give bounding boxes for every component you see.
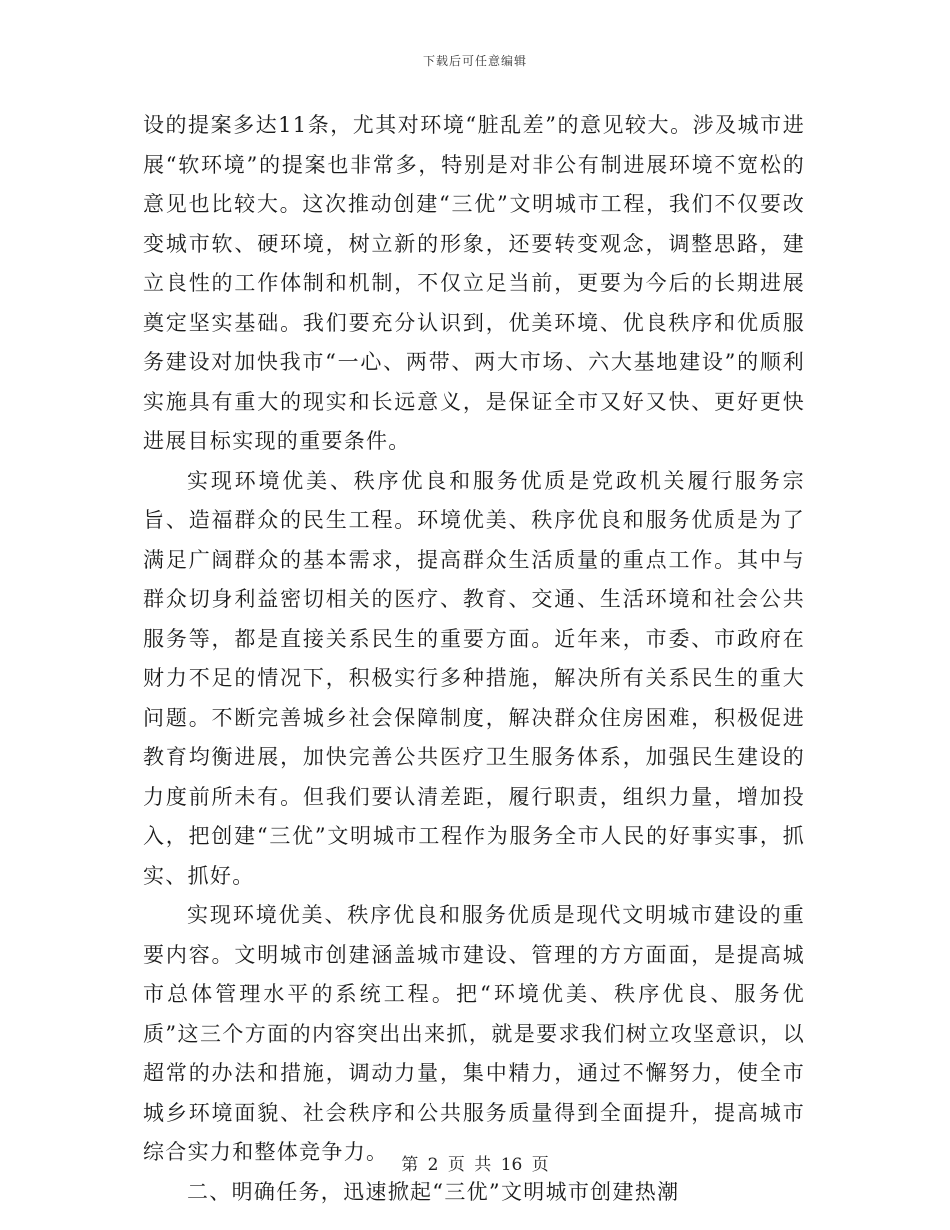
paragraph-continuation: 设的提案多达11条，尤其对环境“脏乱差”的意见较大。涉及城市进展“软环境”的提案也非常多，特别是对非公有制进展环境不宽松的意见也比较大。这次推动创建“三优”文明城市工程，我们不仅要改变城市软、硬环境，树立新的形象，还要转变观念，调整思路，建立良性的工作体制和机制，不仅立足当前，更要为今后的长期进展奠定坚实基础。我们要充分认识到，优美环境、优良秩序和优质服务建设对加快我市“一心、两带、两大市场、六大基地建设”的顺利实施具有重大的现实和长远意义，是保证全市又好又快、更好更快进展目标实现的重要条件。 — [143, 113, 805, 453]
page-header-note: 下载后可任意编辑 — [422, 54, 527, 68]
paragraph-civilization: 实现环境优美、秩序优良和服务优质是现代文明城市建设的重要内容。文明城市创建涵盖城市建设、管理的方方面面，是提高城市总体管理水平的系统工程。把“环境优美、秩序优良、服务优质”这三个方面的内容突出出来抓，就是要求我们树立攻坚意识，以超常的办法和措施，调动力量，集中精力，通过不懈努力，使全市城乡环境面貌、社会秩序和公共服务质量得到全面提升，提高城市综合实力和整体竞争力。 — [143, 903, 805, 1164]
document-body — [143, 106, 805, 1212]
page-number: 第 2 页 共 16 页 — [401, 1155, 549, 1175]
paragraph-livelihood: 实现环境优美、秩序优良和服务优质是党政机关履行服务宗旨、造福群众的民生工程。环境优美、秩序优良和服务优质是为了满足广阔群众的基本需求，提高群众生活质量的重点工作。其中与群众切身利益密切相关的医疗、教育、交通、生活环境和社会公共服务等，都是直接关系民生的重要方面。近年来，市委、市政府在财力不足的情况下，积极实行多种措施，解决所有关系民生的重大问题。不断完善城乡社会保障制度，解决群众住房困难，积极促进教育均衡进展，加快完善公共医疗卫生服务体系，加强民生建设的力度前所未有。但我们要认清差距，履行职责，组织力量，增加投入，把创建“三优”文明城市工程作为服务全市人民的好事实事，抓实、抓好。 — [143, 468, 805, 888]
section-heading: 二、明确任务，迅速掀起“三优”文明城市创建热潮 — [187, 1179, 680, 1204]
